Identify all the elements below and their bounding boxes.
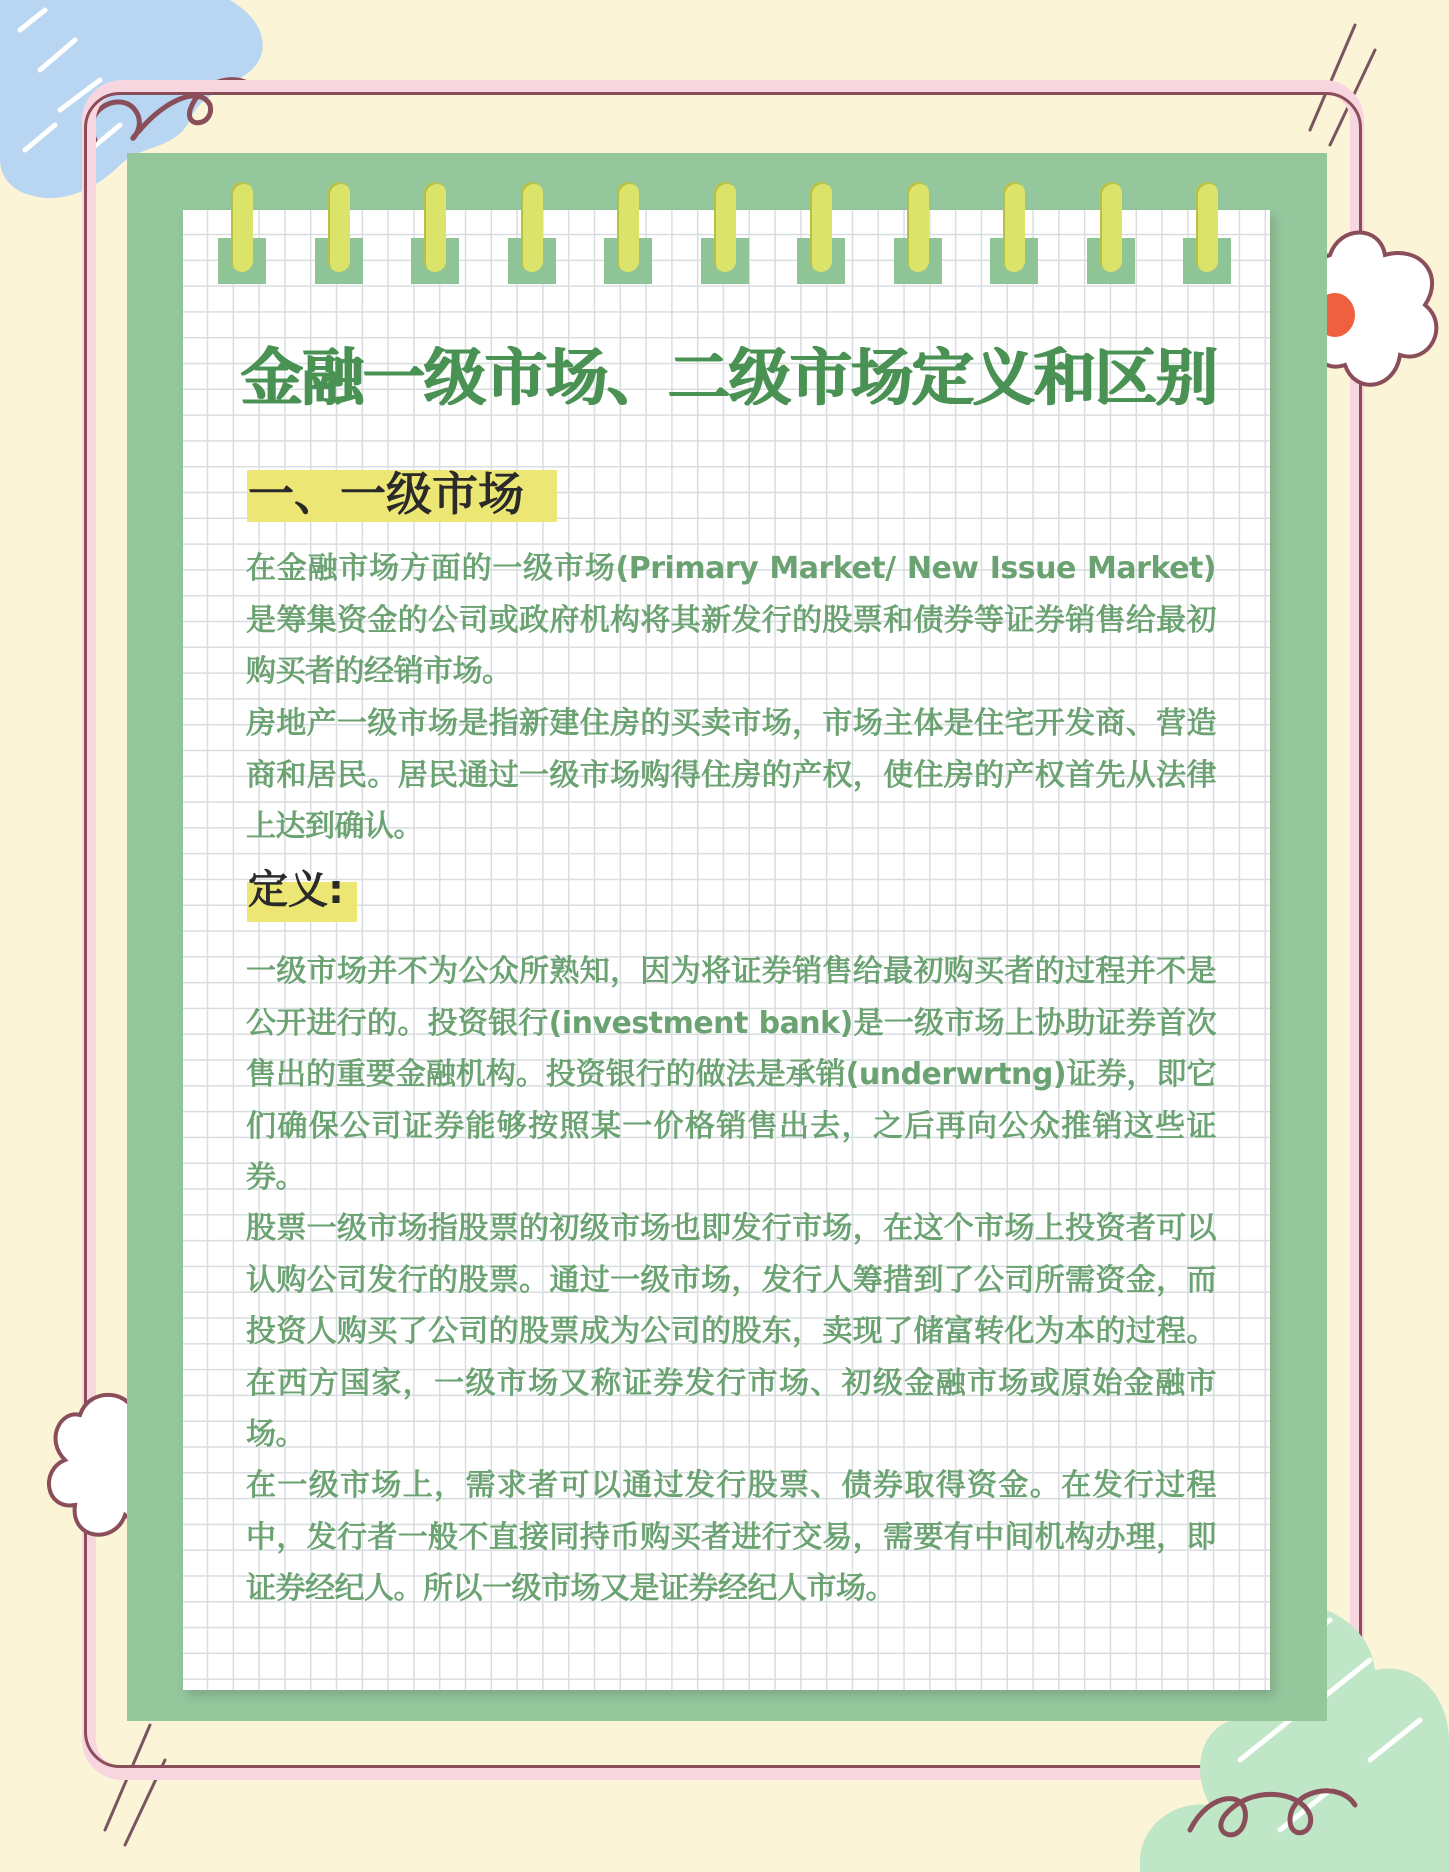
definition-paragraph-2: 股票一级市场指股票的初级市场也即发行市场，在这个市场上投资者可以认购公司发行的股票。通过一级市场，发行人筹措到了公司所需资金，而投资人购买了公司的股票成为公司的股东，卖现了储富转化为本的过程。在西方国家，一级市场又称证券发行市场、初级金融市场或原始金融市场。 xyxy=(246,1211,1216,1452)
intro-paragraph-2: 房地产一级市场是指新建住房的买卖市场，市场主体是住宅开发商、营造商和居民。居民通过一级市场购得住房的产权，使住房的产权首先从法律上达到确认。 xyxy=(246,706,1216,844)
binder-ring xyxy=(1100,182,1122,272)
binder-ring xyxy=(907,182,929,272)
binder-ring xyxy=(1196,182,1218,272)
intro-paragraph-1: 在金融市场方面的一级市场(Primary Market/ New Issue Market)是筹集资金的公司或政府机构将其新发行的股票和债券等证券销售给最初购买者的经销市场。 xyxy=(246,551,1216,689)
binder-ring xyxy=(521,182,543,272)
page-title: 金融一级市场、二级市场定义和区别 xyxy=(241,341,1218,414)
binder-ring xyxy=(424,182,446,272)
definition-heading: 定义: xyxy=(248,867,344,913)
binder-ring xyxy=(714,182,736,272)
binder-ring xyxy=(617,182,639,272)
binder-ring xyxy=(328,182,350,272)
binder-ring xyxy=(231,182,253,272)
definition-paragraph-1: 一级市场并不为公众所熟知，因为将证券销售给最初购买者的过程并不是公开进行的。投资银行(investment bank)是一级市场上协助证券首次售出的重要金融机构。投资银行的做法是承销(underwrtng)证券，即它们确保公司证券能够按照某一价格销售出去，之后再向公众推销这些证券。 xyxy=(246,954,1216,1195)
binder-ring xyxy=(810,182,832,272)
binder-ring xyxy=(1003,182,1025,272)
definition-paragraph-3: 在一级市场上，需求者可以通过发行股票、债券取得资金。在发行过程中，发行者一般不直接同持币购买者进行交易，需要有中间机构办理，即证券经纪人。所以一级市场又是证券经纪人市场。 xyxy=(246,1468,1216,1606)
section-heading-primary-market: 一、一级市场 xyxy=(248,467,524,521)
